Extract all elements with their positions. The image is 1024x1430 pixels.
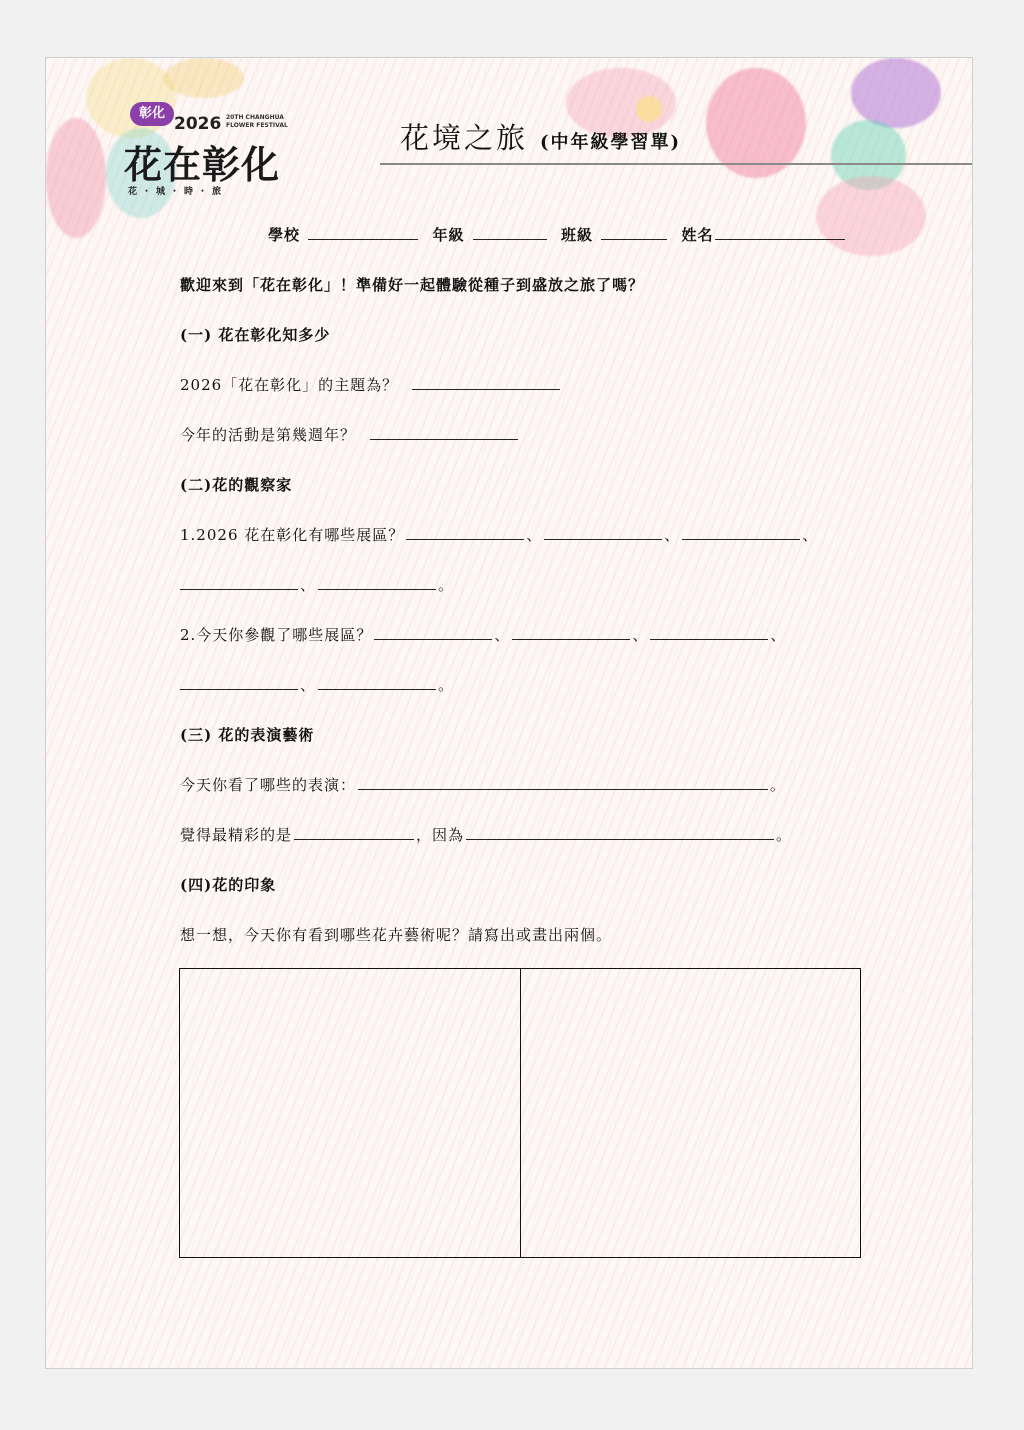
name-blank[interactable] (715, 225, 845, 240)
title-main: 花境之旅 (400, 121, 529, 155)
section4-heading: (四)花的印象 (180, 876, 277, 894)
separator: 、 (632, 626, 649, 644)
section3-question1 (180, 774, 786, 795)
separator: 、 (664, 526, 681, 544)
flower-decoration (706, 68, 806, 178)
answer-blank[interactable] (682, 525, 800, 540)
question-text: 今年的活動是第幾週年？ (180, 426, 357, 444)
separator: 、 (526, 526, 543, 544)
class-label: 班級 (560, 226, 593, 244)
drawing-box-2[interactable] (520, 969, 861, 1257)
worksheet-title (400, 116, 681, 157)
intro-text: 歡迎來到「花在彰化」！準備好一起體驗從種子到盛放之旅了嗎？ (180, 276, 645, 294)
school-label: 學校 (268, 226, 301, 244)
festival-logo (124, 102, 324, 212)
flower-decoration (164, 58, 244, 98)
logo-tagline: 花・城・時・旅 (128, 187, 227, 197)
worksheet-page (45, 57, 973, 1369)
logo-english-text: 20TH CHANGHUA FLOWER FESTIVAL (226, 114, 288, 129)
name-label: 姓名 (681, 226, 714, 244)
period: 。 (776, 826, 793, 844)
student-info-row (268, 224, 847, 245)
answer-blank[interactable] (466, 825, 774, 840)
period: 。 (770, 776, 787, 794)
section4-prompt: 想一想，今天你有看到哪些花卉藝術呢？請寫出或畫出兩個。 (180, 926, 613, 944)
class-blank[interactable] (601, 225, 667, 240)
section3-heading: (三) 花的表演藝術 (180, 726, 315, 744)
answer-blank[interactable] (180, 675, 298, 690)
answer-blank[interactable] (318, 575, 436, 590)
section2-question2 (180, 624, 786, 645)
answer-blank[interactable] (544, 525, 662, 540)
answer-blank[interactable] (512, 625, 630, 640)
grade-label: 年級 (432, 226, 465, 244)
section2-question1-cont (180, 574, 454, 595)
section2-question2-cont (180, 674, 454, 695)
question-text: ，因為 (416, 826, 465, 844)
question-text: 2.今天你參觀了哪些展區？ (180, 626, 373, 644)
separator: 、 (770, 626, 787, 644)
period: 。 (438, 676, 455, 694)
title-subtitle: (中年級學習單) (540, 132, 682, 153)
separator: 、 (802, 526, 819, 544)
section3-question2 (180, 824, 792, 845)
question-text: 1.2026 花在彰化有哪些展區？ (180, 526, 405, 544)
answer-blank[interactable] (358, 775, 768, 790)
answer-blank[interactable] (412, 375, 560, 390)
logo-year: 2026 (174, 114, 222, 134)
separator: 、 (300, 576, 317, 594)
answer-blank[interactable] (294, 825, 414, 840)
answer-blank[interactable] (370, 425, 518, 440)
answer-blank[interactable] (374, 625, 492, 640)
question-text: 覺得最精彩的是 (180, 826, 293, 844)
separator: 、 (494, 626, 511, 644)
section2-question1 (180, 524, 818, 545)
section1-heading: (一) 花在彰化知多少 (180, 326, 331, 344)
section1-question1 (180, 374, 562, 395)
drawing-grid (179, 968, 861, 1258)
drawing-box-1[interactable] (180, 969, 520, 1257)
logo-badge: 彰化 (130, 102, 174, 126)
title-divider (380, 163, 973, 165)
answer-blank[interactable] (180, 575, 298, 590)
answer-blank[interactable] (318, 675, 436, 690)
logo-name: 花在彰化 (124, 143, 281, 187)
answer-blank[interactable] (650, 625, 768, 640)
period: 。 (438, 576, 455, 594)
grade-blank[interactable] (473, 225, 547, 240)
section1-question2 (180, 424, 520, 445)
school-blank[interactable] (308, 225, 418, 240)
flower-decoration (851, 58, 941, 128)
separator: 、 (300, 676, 317, 694)
section2-heading: (二)花的觀察家 (180, 476, 293, 494)
question-text: 今天你看了哪些的表演： (180, 776, 357, 794)
question-text: 2026「花在彰化」的主題為？ (180, 376, 399, 394)
flower-decoration (46, 118, 106, 238)
answer-blank[interactable] (406, 525, 524, 540)
